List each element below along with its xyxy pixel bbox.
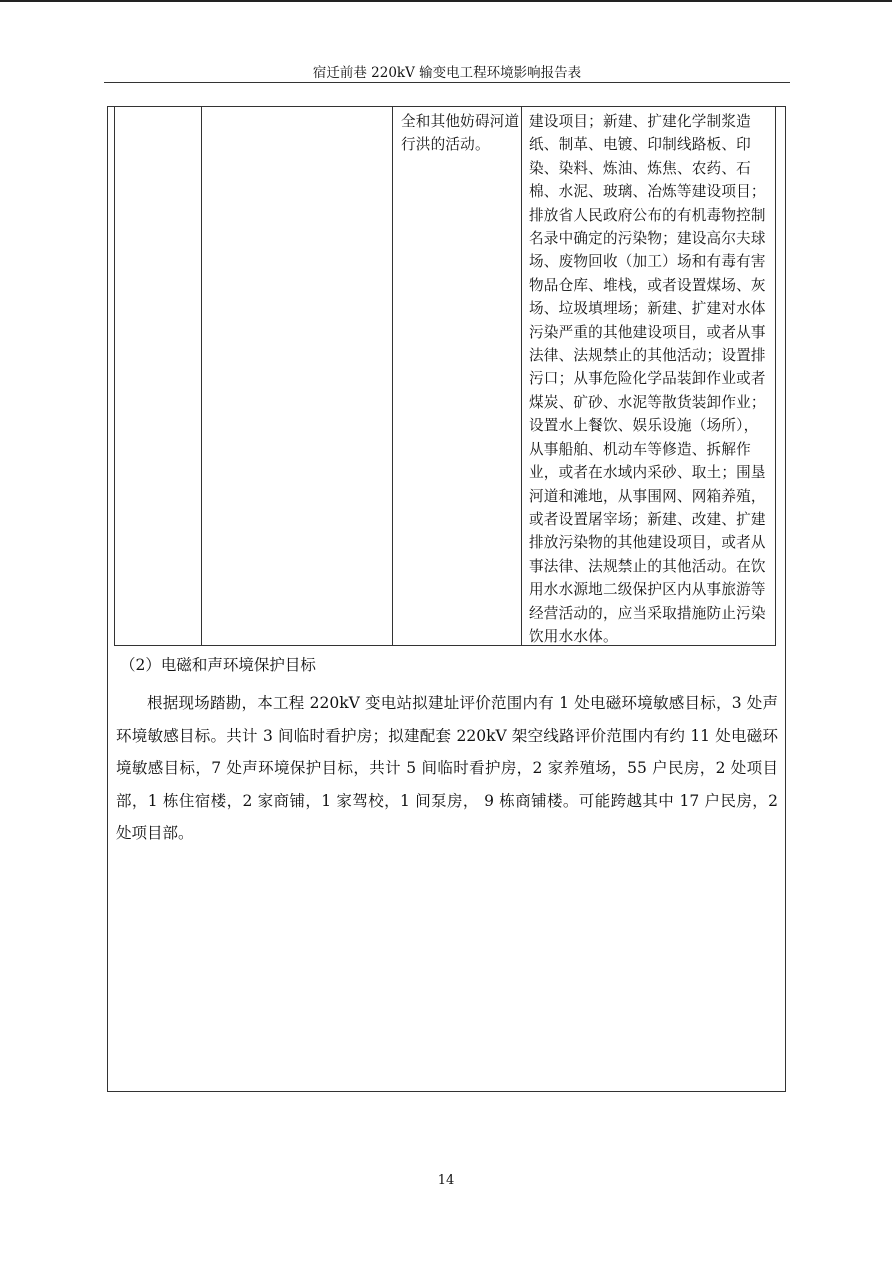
continuation-table — [114, 106, 776, 646]
table-column-divider-1 — [201, 106, 202, 645]
table-cell-restriction-cont: 全和其他妨碍河道行洪的活动。 — [401, 113, 520, 154]
page-number: 14 — [437, 1173, 455, 1188]
top-border-line — [0, 0, 892, 2]
header-divider — [104, 82, 790, 83]
table-column-divider-2 — [392, 106, 393, 645]
section-paragraph: 根据现场踏勘，本工程 220kV 变电站拟建址评价范围内有 1 处电磁环境敏感目标，3 处声环境敏感目标。共计 3 间临时看护房；拟建配套 220kV 架空线路评价范围内有约 11 处电磁环境敏感目标，7 处声环境保护目标，共计 5 间临时看护房，2 家养殖场，55 户民房，2 处项目部，1 栋住宿楼，2 家商铺，1 家驾校，1 间泵房， 9 栋商铺楼。可能跨越其中 17 户民房，2 处项目部。 — [116, 694, 778, 843]
table-column-divider-3 — [521, 106, 522, 645]
page-header-title: 宿迁前巷 220kV 输变电工程环境影响报告表 — [312, 65, 582, 81]
table-cell-prohibited-activities: 建设项目；新建、扩建化学制浆造纸、制革、电镀、印制线路板、印染、染料、炼油、炼焦、农药、石棉、水泥、玻璃、冶炼等建设项目；排放省人民政府公布的有机毒物控制名录中确定的污染物；建设高尔夫球场、废物回收（加工）场和有毒有害物品仓库、堆栈，或者设置煤场、灰场、垃圾填埋场；新建、扩建对水体污染严重的其他建设项目，或者从事法律、法规禁止的其他活动；设置排污口；从事危险化学品装卸作业或者煤炭、矿砂、水泥等散货装卸作业；设置水上餐饮、娱乐设施（场所），从事船舶、机动车等修造、拆解作业，或者在水域内采砂、取土；围垦河道和滩地，从事围网、网箱养殖，或者设置屠宰场；新建、改建、扩建排放污染物的其他建设项目，或者从事法律、法规禁止的其他活动。在饮用水水源地二级保护区内从事旅游等经营活动的，应当采取措施防止污染饮用水水体。 — [529, 113, 766, 645]
section-heading: （2）电磁和声环境保护目标 — [120, 656, 316, 674]
